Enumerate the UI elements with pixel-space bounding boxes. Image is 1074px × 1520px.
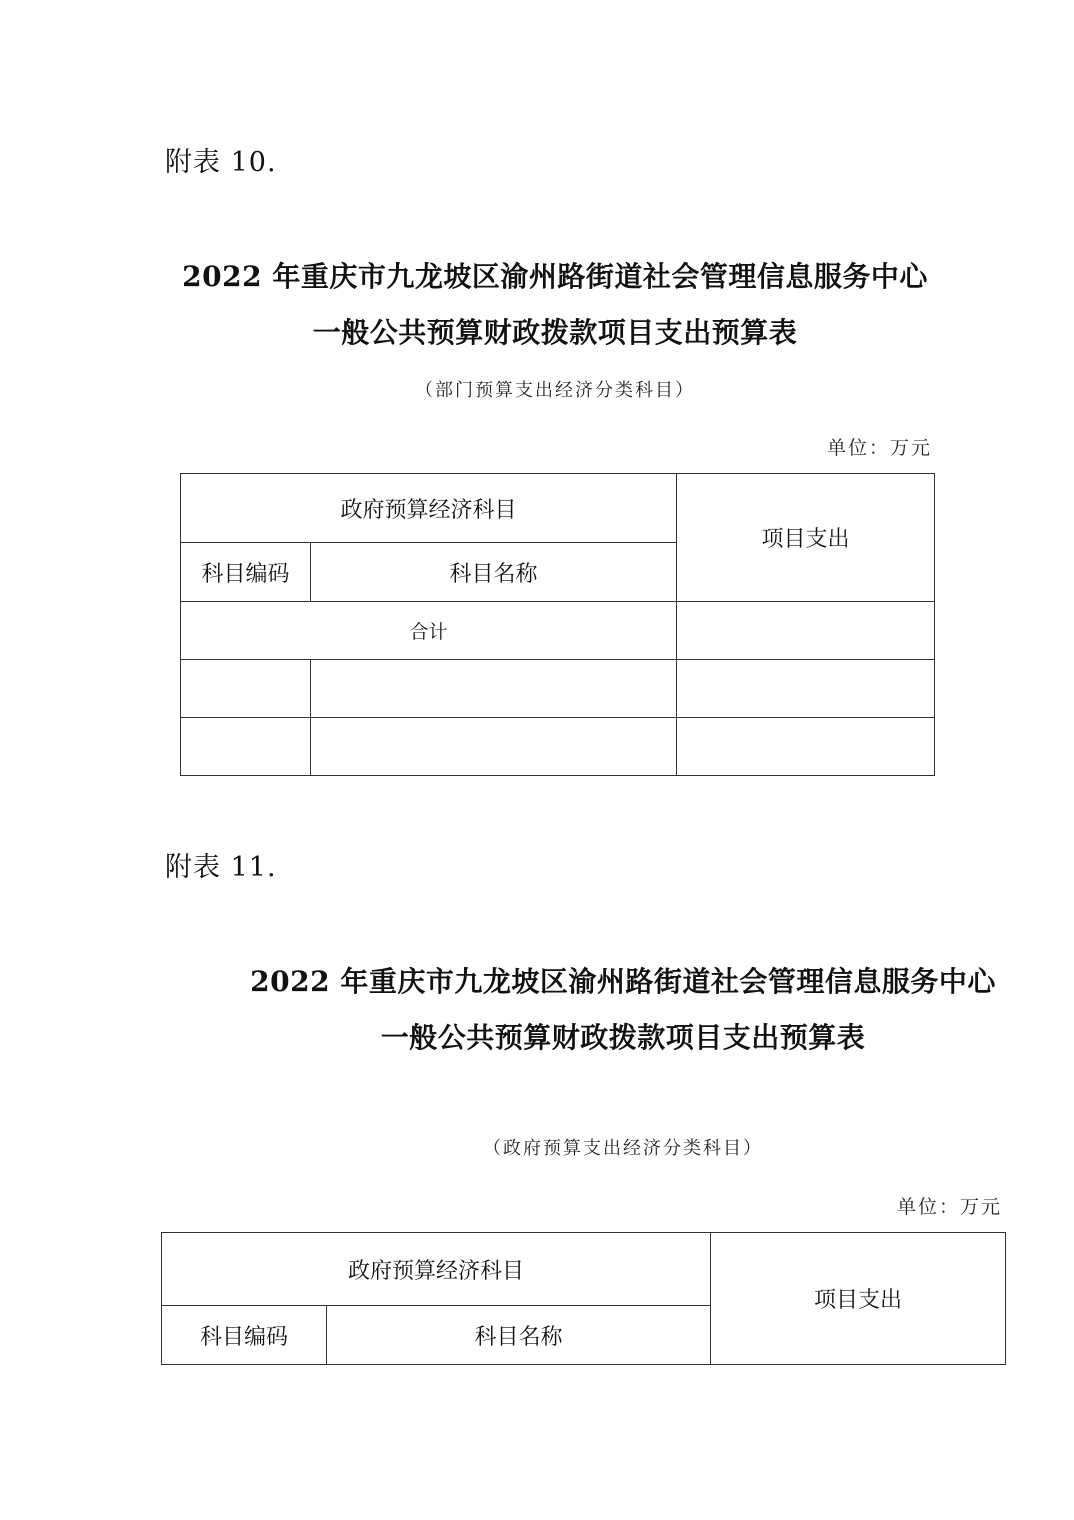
table10-total-label: 合计 bbox=[181, 602, 677, 660]
table10-header-group: 政府预算经济科目 bbox=[181, 474, 677, 543]
table10-row2-amount bbox=[677, 718, 935, 776]
table11-title-line1: 2022 年重庆市九龙坡区渝州路街道社会管理信息服务中心 bbox=[250, 965, 996, 998]
table11-unit: 单位：万元 bbox=[896, 1196, 1002, 1218]
table10-unit: 单位：万元 bbox=[826, 437, 932, 459]
table10-header-code: 科目编码 bbox=[181, 543, 311, 602]
table11-header-name: 科目名称 bbox=[327, 1306, 711, 1365]
table-row bbox=[181, 660, 935, 718]
table11-header-group: 政府预算经济科目 bbox=[162, 1233, 711, 1306]
table10-row1-code bbox=[181, 660, 311, 718]
table10-subtitle: （部门预算支出经济分类科目） bbox=[415, 380, 695, 401]
table11-label: 附表 11. bbox=[165, 852, 277, 883]
table11-subtitle: （政府预算支出经济分类科目） bbox=[483, 1138, 763, 1159]
table10-total-amount bbox=[677, 602, 935, 660]
table10-row1-name bbox=[311, 660, 677, 718]
table10-header-name: 科目名称 bbox=[311, 543, 677, 602]
table11-title-line2: 一般公共预算财政拨款项目支出预算表 bbox=[380, 1021, 866, 1054]
table11-header-amount: 项目支出 bbox=[711, 1233, 1006, 1365]
table10-row2-code bbox=[181, 718, 311, 776]
table10-row1-amount bbox=[677, 660, 935, 718]
table11 bbox=[161, 1232, 1006, 1365]
table10 bbox=[180, 473, 935, 776]
table10-row2-name bbox=[311, 718, 677, 776]
table10-label: 附表 10. bbox=[165, 147, 277, 178]
table10-title-line1: 2022 年重庆市九龙坡区渝州路街道社会管理信息服务中心 bbox=[182, 260, 928, 293]
table10-title-line2: 一般公共预算财政拨款项目支出预算表 bbox=[312, 316, 798, 349]
table-row bbox=[181, 718, 935, 776]
table11-header-code: 科目编码 bbox=[162, 1306, 327, 1365]
table10-header-amount: 项目支出 bbox=[677, 474, 935, 602]
